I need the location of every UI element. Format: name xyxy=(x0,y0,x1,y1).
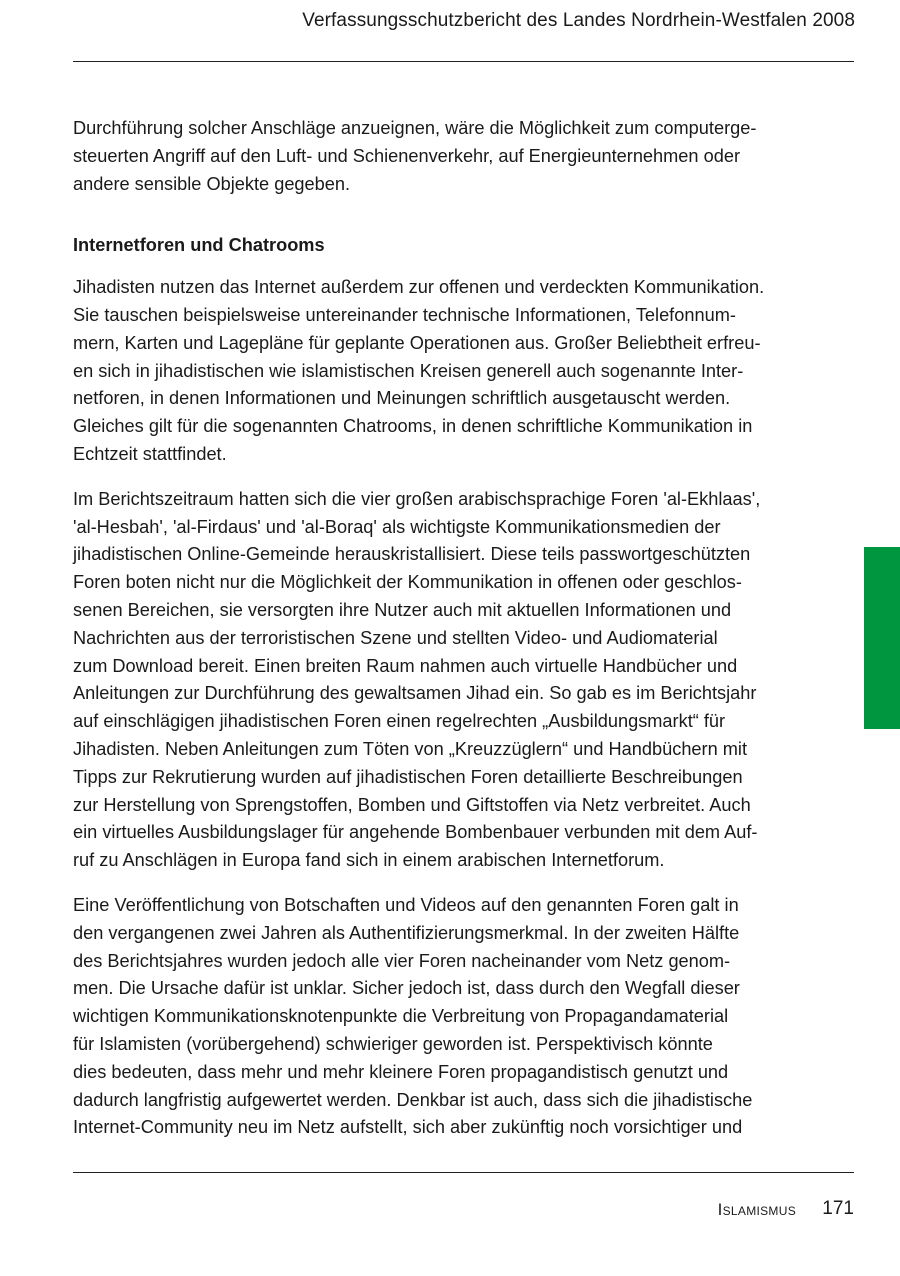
text-line: Foren boten nicht nur die Möglichkeit der Kommunikation in offenen oder geschlos- xyxy=(73,572,742,593)
footer-divider xyxy=(73,1172,854,1173)
text-line: en sich in jihadistischen wie islamistischen Kreisen generell auch sogenannte Inter- xyxy=(73,360,744,381)
chapter-side-tab xyxy=(864,547,900,729)
text-line: des Berichtsjahres wurden jedoch alle vier Foren nacheinander vom Netz genom- xyxy=(73,950,731,971)
text-line: senen Bereichen, sie versorgten ihre Nutzer auch mit aktuellen Informationen und xyxy=(73,599,732,620)
text-line: steuerten Angriff auf den Luft- und Schienenverkehr, auf Energieunternehmen oder xyxy=(73,145,740,166)
text-line: 'al-Hesbah', 'al-Firdaus' und 'al-Boraq' als wichtigste Kommunikationsmedien der xyxy=(73,516,721,537)
paragraph-3 xyxy=(73,892,863,1142)
text-line: ruf zu Anschlägen in Europa fand sich in einem arabischen Internetforum. xyxy=(73,850,665,871)
section-heading: Internetforen und Chatrooms xyxy=(73,235,325,256)
text-line: ein virtuelles Ausbildungslager für angehende Bombenbauer verbunden mit dem Auf- xyxy=(73,822,758,843)
text-line: Jihadisten nutzen das Internet außerdem zur offenen und verdeckten Kommunikation. xyxy=(73,277,765,298)
text-line: Tipps zur Rekrutierung wurden auf jihadistischen Foren detaillierte Beschreibungen xyxy=(73,766,743,787)
paragraph-1 xyxy=(73,274,863,469)
text-line: dadurch langfristig aufgewertet werden. Denkbar ist auch, dass sich die jihadistische xyxy=(73,1089,753,1110)
header-divider xyxy=(73,61,854,62)
text-line: für Islamisten (vorübergehend) schwieriger geworden ist. Perspektivisch könnte xyxy=(73,1033,713,1054)
text-line: Nachrichten aus der terroristischen Szene und stellten Video- und Audiomaterial xyxy=(73,627,718,648)
footer-section-name: Islamismus xyxy=(717,1200,796,1219)
text-line: dies bedeuten, dass mehr und mehr kleinere Foren propagandistisch genutzt und xyxy=(73,1061,729,1082)
text-line: andere sensible Objekte gegeben. xyxy=(73,173,351,194)
text-line: Gleiches gilt für die sogenannten Chatrooms, in denen schriftliche Kommunikation in xyxy=(73,416,753,437)
page-number: 171 xyxy=(822,1198,854,1219)
text-line: Im Berichtszeitraum hatten sich die vier großen arabischsprachige Foren 'al-Ekhlaas', xyxy=(73,488,761,509)
text-line: wichtigen Kommunikationsknotenpunkte die Verbreitung von Propagandamaterial xyxy=(73,1006,729,1027)
text-line: Sie tauschen beispielsweise untereinander technische Informationen, Telefonnum- xyxy=(73,304,736,325)
text-line: Internet-Community neu im Netz aufstellt, sich aber zukünftig noch vorsichtiger und xyxy=(73,1117,743,1138)
text-line: Anleitungen zur Durchführung des gewaltsamen Jihad ein. So gab es im Berichtsjahr xyxy=(73,683,757,704)
page-body xyxy=(73,115,863,1159)
text-line: Jihadisten. Neben Anleitungen zum Töten von „Kreuzzüglern“ und Handbüchern mit xyxy=(73,738,748,759)
text-line: Eine Veröffentlichung von Botschaften und Videos auf den genannten Foren galt in xyxy=(73,894,739,915)
text-line: men. Die Ursache dafür ist unklar. Sicher jedoch ist, dass durch den Wegfall dieser xyxy=(73,978,740,999)
text-line: Echtzeit stattfindet. xyxy=(73,443,227,464)
running-header-title: Verfassungsschutzbericht des Landes Nordrhein-Westfalen 2008 xyxy=(302,10,855,31)
text-line: auf einschlägigen jihadistischen Foren einen regelrechten „Ausbildungsmarkt“ für xyxy=(73,711,726,732)
text-line: den vergangenen zwei Jahren als Authentifizierungsmerkmal. In der zweiten Hälfte xyxy=(73,922,740,943)
text-line: Durchführung solcher Anschläge anzueignen, wäre die Möglichkeit zum computerge- xyxy=(73,118,757,138)
text-line: jihadistischen Online-Gemeinde herauskristallisiert. Diese teils passwortgeschützten xyxy=(73,544,751,565)
text-line: zum Download bereit. Einen breiten Raum nahmen auch virtuelle Handbücher und xyxy=(73,655,738,676)
intro-paragraph xyxy=(73,115,863,198)
text-line: netforen, in denen Informationen und Meinungen schriftlich ausgetauscht werden. xyxy=(73,388,731,409)
paragraph-2 xyxy=(73,486,863,875)
text-line: mern, Karten und Lagepläne für geplante Operationen aus. Großer Beliebtheit erfreu- xyxy=(73,332,761,353)
text-line: zur Herstellung von Sprengstoffen, Bomben und Giftstoffen via Netz verbreitet. Auch xyxy=(73,794,751,815)
